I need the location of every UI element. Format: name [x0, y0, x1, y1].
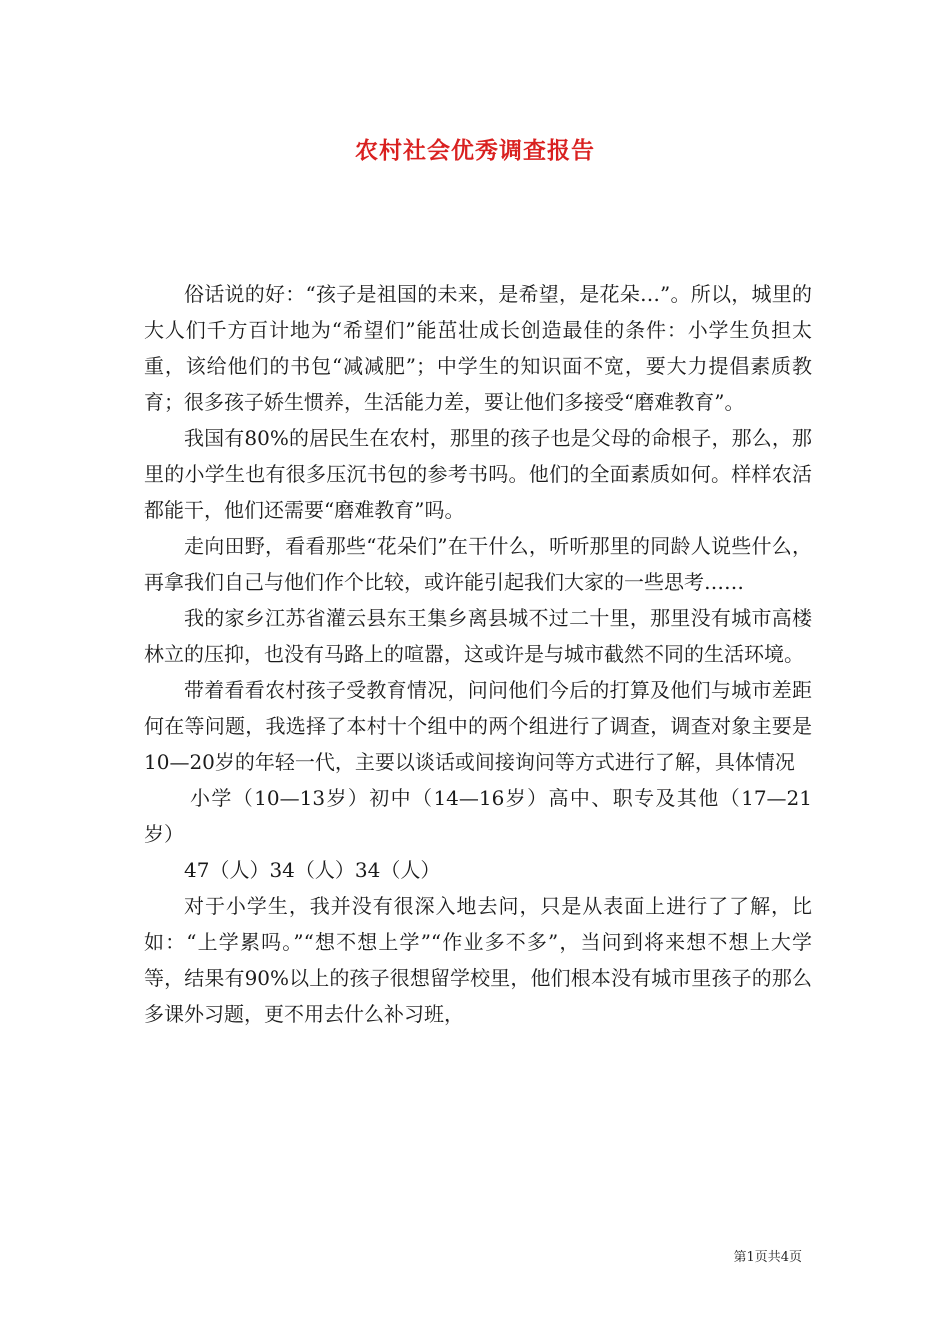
document-title: 农村社会优秀调查报告: [355, 137, 595, 164]
paragraph-2: 我国有80%的居民生在农村，那里的孩子也是父母的命根子，那么，那里的小学生也有很多压沉书包的参考书吗。他们的全面素质如何。样样农活都能干，他们还需要“磨难教育”吗。: [144, 426, 812, 522]
paragraph-3: 走向田野，看看那些“花朵们”在干什么，听听那里的同龄人说些什么，再拿我们自己与他们作个比较，或许能引起我们大家的一些思考……: [144, 534, 812, 594]
paragraph-4: 我的家乡江苏省灌云县东王集乡离县城不过二十里，那里没有城市高楼林立的压抑，也没有马路上的喧嚣，这或许是与城市截然不同的生活环境。: [144, 606, 812, 666]
paragraph-5: 带着看看农村孩子受教育情况，问问他们今后的打算及他们与城市差距何在等问题，我选择了本村十个组中的两个组进行了调查，调查对象主要是10—20岁的年轻一代，主要以谈话或间接询问等方式进行了解，具体情况: [144, 678, 812, 774]
page-number: 第1页共4页: [733, 1250, 802, 1265]
survey-age-groups: 小学（10—13岁）初中（14—16岁）高中、职专及其他（17—21岁）: [144, 786, 812, 846]
document-body: [144, 276, 812, 1032]
paragraph-1: 俗话说的好：“孩子是祖国的未来，是希望，是花朵…”。所以，城里的大人们千方百计地为“希望们”能茁壮成长创造最佳的条件：小学生负担太重，该给他们的书包“减减肥”；中学生的知识面不宽，要大力提倡素质教育；很多孩子娇生惯养，生活能力差，要让他们多接受“磨难教育”。: [144, 282, 812, 414]
paragraph-6: 对于小学生，我并没有很深入地去问，只是从表面上进行了了解，比如：“上学累吗。”“想不想上学”“作业多不多”，当问到将来想不想上大学等，结果有90%以上的孩子很想留学校里，他们根本没有城市里孩子的那么多课外习题，更不用去什么补习班，: [144, 894, 812, 1026]
survey-counts: 47（人）34（人）34（人）: [184, 858, 441, 882]
